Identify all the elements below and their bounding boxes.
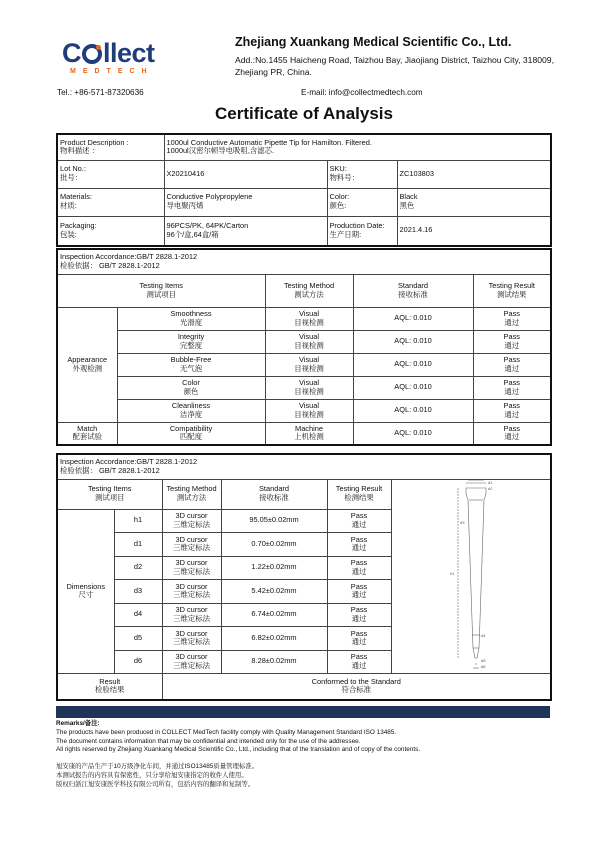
product-description-label: Product Description : 物料描述 ： [57, 134, 164, 160]
dim-item: d6 [114, 650, 162, 674]
packaging-value: 96PCS/PK, 64PK/Carton 96个/盒,64盒/箱 [164, 216, 327, 246]
item-result: Pass 通过 [473, 399, 551, 422]
item-name: Bubble-Free 无气泡 [117, 353, 265, 376]
table-row [57, 399, 551, 422]
logo-ring-icon [82, 44, 102, 64]
label-d5: d5 [481, 658, 486, 663]
label-d6: d6 [481, 664, 486, 669]
company-name: Zhejiang Xuankang Medical Scientific Co., Ltd. [235, 35, 512, 49]
group-dimensions: Dimensions 尺寸 [57, 509, 114, 674]
remarks-section [56, 720, 556, 790]
item-name: Compatibility 匹配度 [117, 422, 265, 445]
header-standard: Standard 接收标准 [353, 274, 473, 307]
header-testing-items: Testing Items 测试项目 [57, 479, 162, 509]
pipette-tip-diagram [436, 480, 512, 670]
dim-method: 3D cursor 三维定标法 [162, 603, 221, 627]
table-row [57, 353, 551, 376]
item-method: Visual 目视检测 [265, 353, 353, 376]
logo-subtitle: MEDTECH [70, 68, 154, 75]
logo-wordmark: C llect [62, 38, 155, 68]
dim-result: Pass 通过 [327, 509, 391, 533]
result-value: Conformed to the Standard 符合标准 [162, 674, 551, 700]
label-d1: d1 [488, 480, 493, 485]
table-row [57, 330, 551, 353]
item-method: Visual 目视检测 [265, 399, 353, 422]
remarks-line-zh: 版权归浙江旭安康医学科技有限公司所有，包括内容的翻译和复制等。 [56, 780, 255, 788]
label-d2: d2 [488, 486, 493, 491]
item-name: Smoothness 光滑度 [117, 307, 265, 330]
dim-item: d4 [114, 603, 162, 627]
table-row [57, 422, 551, 445]
label-h1: h1 [450, 571, 455, 576]
footer-divider-bar [56, 706, 550, 718]
remarks-line-zh: 旭安康的产品生产于10万级净化车间，并通过ISO13485质量管理标准。 [56, 763, 259, 771]
remarks-line: The document contains information that may be confidential and intended only for the use of the addressee. [56, 737, 361, 745]
dim-result: Pass 通过 [327, 627, 391, 651]
remarks-line: The products have been produced in COLLECT MedTech facility comply with Quality Management Standard ISO 13485. [56, 728, 397, 736]
materials-value: Conductive Polypropylene 导电聚丙烯 [164, 188, 327, 216]
item-name: Cleanliness 洁净度 [117, 399, 265, 422]
dim-standard: 0.70±0.02mm [221, 533, 327, 557]
product-description-value: 1000ul Conductive Automatic Pipette Tip for Hamilton. Filtered. 1000ul汉密尔顿导电吸咀,含滤芯. [164, 134, 551, 160]
item-result: Pass 通过 [473, 353, 551, 376]
dim-item: h1 [114, 509, 162, 533]
inspection-accordance-2: Inspection Accordance:GB/T 2828.1-2012 检验依据： GB/T 2828.1-2012 [57, 454, 551, 479]
remarks-title: Remarks/备注: [56, 720, 100, 727]
dim-standard: 8.28±0.02mm [221, 650, 327, 674]
dim-standard: 6.82±0.02mm [221, 627, 327, 651]
materials-label: Materials: 材质: [57, 188, 164, 216]
item-result: Pass 通过 [473, 307, 551, 330]
product-info-table [56, 133, 552, 247]
dim-item: d5 [114, 627, 162, 651]
page-title: Certificate of Analysis [215, 104, 393, 123]
item-standard: AQL: 0.010 [353, 399, 473, 422]
item-name: Integrity 完整度 [117, 330, 265, 353]
color-label: Color: 颜色: [327, 188, 397, 216]
dim-method: 3D cursor 三维定标法 [162, 627, 221, 651]
production-date-label: Production Date: 生产日期: [327, 216, 397, 246]
item-result: Pass 通过 [473, 330, 551, 353]
dim-item: d1 [114, 533, 162, 557]
dim-result: Pass 通过 [327, 603, 391, 627]
dim-standard: 6.74±0.02mm [221, 603, 327, 627]
header-testing-result: Testing Result 检测结果 [327, 479, 391, 509]
group-match: Match 配套试验 [57, 422, 117, 445]
dim-item: d2 [114, 556, 162, 580]
packaging-label: Packaging: 包装: [57, 216, 164, 246]
company-address: Add.:No.1455 Haicheng Road, Taizhou Bay, Jiaojiang District, Taizhou City, 318009, Zhejiang PR, China. [235, 55, 554, 77]
dim-item: d3 [114, 580, 162, 604]
production-date-value: 2021.4.16 [397, 216, 551, 246]
item-method: Visual 目视检测 [265, 330, 353, 353]
dim-result: Pass 通过 [327, 650, 391, 674]
label-d3: d3 [460, 520, 465, 525]
item-standard: AQL: 0.010 [353, 376, 473, 399]
sku-label: SKU: 物料号： [327, 160, 397, 188]
table-row [57, 307, 551, 330]
header-standard: Standard 接收标准 [221, 479, 327, 509]
item-result: Pass 通过 [473, 376, 551, 399]
group-appearance: Appearance 外观检测 [57, 307, 117, 422]
item-name: Color 颜色 [117, 376, 265, 399]
dim-standard: 1.22±0.02mm [221, 556, 327, 580]
item-standard: AQL: 0.010 [353, 422, 473, 445]
sku-value: ZC103803 [397, 160, 551, 188]
item-standard: AQL: 0.010 [353, 307, 473, 330]
telephone: Tel.: +86-571-87320636 [57, 88, 144, 97]
appearance-inspection-table [56, 248, 552, 446]
lot-value: X20210416 [164, 160, 327, 188]
dim-method: 3D cursor 三维定标法 [162, 556, 221, 580]
remarks-line-zh: 本测试报告的内容具有保密性，只分享给旭安康指定的收件人使用。 [56, 771, 248, 779]
header-testing-method: Testing Method 测试方法 [265, 274, 353, 307]
dim-result: Pass 通过 [327, 533, 391, 557]
item-standard: AQL: 0.010 [353, 330, 473, 353]
item-standard: AQL: 0.010 [353, 353, 473, 376]
inspection-accordance-1: Inspection Accordance:GB/T 2828.1-2012 检验依据： GB/T 2828.1-2012 [57, 249, 551, 274]
company-logo [62, 40, 172, 80]
item-method: Visual 目视检测 [265, 376, 353, 399]
dim-result: Pass 通过 [327, 556, 391, 580]
dim-method: 3D cursor 三维定标法 [162, 580, 221, 604]
header-testing-items: Testing Items 测试项目 [57, 274, 265, 307]
dim-method: 3D cursor 三维定标法 [162, 650, 221, 674]
dim-method: 3D cursor 三维定标法 [162, 509, 221, 533]
table-row [57, 376, 551, 399]
dim-standard: 5.42±0.02mm [221, 580, 327, 604]
email: E-mail: info@collectmedtech.com [301, 88, 423, 97]
dim-method: 3D cursor 三维定标法 [162, 533, 221, 557]
item-method: Visual 目视检测 [265, 307, 353, 330]
header-testing-result: Testing Result 测试结果 [473, 274, 551, 307]
remarks-line: All rights reserved by Zhejiang Xuankang Medical Scientific Co., Ltd., including that of the translation and of copy of the contents. [56, 746, 421, 754]
lot-label: Lot No.: 批号： [57, 160, 164, 188]
label-d4: d4 [481, 633, 486, 638]
dim-standard: 95.05±0.02mm [221, 509, 327, 533]
result-label: Result 检验结果 [57, 674, 162, 700]
item-result: Pass 通过 [473, 422, 551, 445]
dim-result: Pass 通过 [327, 580, 391, 604]
header-testing-method: Testing Method 测试方法 [162, 479, 221, 509]
item-method: Machine 上机检测 [265, 422, 353, 445]
color-value: Black 黑色 [397, 188, 551, 216]
